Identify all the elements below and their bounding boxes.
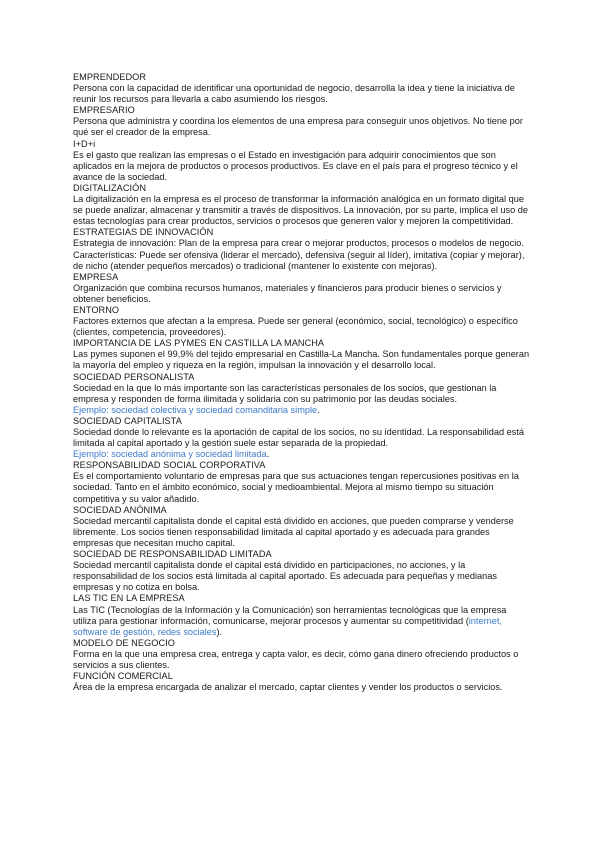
- entry-estrategias-innovacion: [73, 227, 531, 271]
- term-heading: RESPONSABILIDAD SOCIAL CORPORATIVA: [73, 460, 266, 471]
- definition-text: Las TIC (Tecnologías de la Información y la Comunicación) son herramientas tecnológicas que la empresa utiliza para gestionar información, comunicarse, mejorar procesos y aumentar su competitividad (: [73, 604, 507, 626]
- term-definition: Sociedad mercantil capitalista donde el capital está dividido en participaciones, no acciones, y la responsabilidad de los socios está limitada al capital aportado. Es adecuada para pequeñas y medianas empresas y no cotiza en bolsa.: [73, 560, 497, 593]
- term-heading: SOCIEDAD ANÓNIMA: [73, 504, 167, 515]
- term-definition: [73, 605, 531, 638]
- term-definition: Persona con la capacidad de identificar una oportunidad de negocio, desarrolla la idea y tiene la iniciativa de reunir los recursos para llevarla a cabo asumiendo los riesgos.: [73, 83, 515, 105]
- term-definition: Factores externos que afectan a la empresa. Puede ser general (económico, social, tecnológico) o específico (clientes, competencia, proveedores).: [73, 316, 518, 338]
- term-example: [73, 405, 531, 416]
- entry-modelo-negocio: [73, 638, 531, 671]
- term-heading: IMPORTANCIA DE LAS PYMES EN CASTILLA LA MANCHA: [73, 338, 325, 349]
- term-definition: Forma en la que una empresa crea, entrega y capta valor, es decir, cómo gana dinero ofreciendo productos o servicios a sus clientes.: [73, 648, 519, 670]
- example-link[interactable]: Ejemplo: sociedad anónima y sociedad limitada: [73, 449, 267, 460]
- document-page: [73, 72, 531, 693]
- entry-digitalizacion: [73, 183, 531, 227]
- term-heading: SOCIEDAD DE RESPONSABILIDAD LIMITADA: [73, 549, 272, 560]
- term-definition: Sociedad en la que lo más importante son las características personales de los socios, que gestionan la empresa y responden de forma ilimitada y solidaria con su patrimonio por las deudas sociales.: [73, 382, 497, 404]
- entry-empresario: [73, 105, 531, 138]
- inline-link[interactable]: internet, software de gestión, redes sociales: [73, 615, 502, 637]
- term-heading: SOCIEDAD PERSONALISTA: [73, 371, 195, 382]
- term-heading: ESTRATEGIAS DE INNOVACIÓN: [73, 227, 214, 238]
- example-suffix: .: [266, 449, 270, 460]
- term-heading: EMPRESA: [73, 271, 119, 282]
- term-heading: FUNCIÓN COMERCIAL: [73, 671, 173, 682]
- term-definition: La digitalización en la empresa es el proceso de transformar la información analógica en un formato digital que se puede analizar, almacenar y transmitir a través de dispositivos. La innovación, por su parte, implica el uso de estas tecnologías para crear productos, servicios o procesos que generen valor y mejoren la competitividad.: [73, 194, 529, 227]
- entry-sociedad-capitalista: [73, 416, 531, 460]
- entry-empresa: [73, 272, 531, 305]
- term-definition: Es el comportamiento voluntario de empresas para que sus actuaciones tengan repercusiones positivas en la sociedad. Tanto en el ámbito económico, social y medioambiental. Mejora al mismo tiempo su situación competitiva y su valor añadido.: [73, 471, 519, 504]
- term-heading: LAS TIC EN LA EMPRESA: [73, 593, 185, 604]
- entry-sociedad-personalista: [73, 372, 531, 416]
- term-definition: Las pymes suponen el 99,9% del tejido empresarial en Castilla-La Mancha. Son fundamentales porque generan la mayoría del empleo y riqueza en la región, impulsan la innovación y el desarrollo local.: [73, 349, 530, 371]
- entry-sociedad-anonima: [73, 505, 531, 549]
- entry-entorno: [73, 305, 531, 338]
- term-heading: MODELO DE NEGOCIO: [73, 637, 175, 648]
- term-definition: Sociedad donde lo relevante es la aportación de capital de los socios, no su identidad. La responsabilidad está limitada al capital aportado y la gestión suele estar separada de la propiedad.: [73, 427, 525, 449]
- entry-idi: [73, 139, 531, 183]
- entry-pymes: [73, 338, 531, 371]
- term-definition: Área de la empresa encargada de analizar el mercado, captar clientes y vender los productos o servicios.: [73, 682, 503, 693]
- term-definition: Persona que administra y coordina los elementos de una empresa para conseguir unos objetivos. No tiene por qué ser el creador de la empresa.: [73, 116, 523, 138]
- example-suffix: .: [317, 404, 320, 415]
- term-definition: Estrategia de innovación: Plan de la empresa para crear o mejorar productos, procesos o modelos de negocio.: [73, 238, 524, 249]
- term-heading: EMPRESARIO: [73, 105, 135, 116]
- entry-tic: [73, 593, 531, 637]
- term-definition: Organización que combina recursos humanos, materiales y financieros para producir bienes o servicios y obtener beneficios.: [73, 282, 502, 304]
- definition-end: ).: [216, 626, 223, 637]
- term-example: [73, 449, 531, 460]
- entry-emprendedor: [73, 72, 531, 105]
- term-heading: EMPRENDEDOR: [73, 72, 147, 82]
- entry-rsc: [73, 460, 531, 504]
- term-definition: Es el gasto que realizan las empresas o el Estado en investigación para adquirir conocimientos que son aplicados en la mejora de productos o procesos productivos. Es clave en el país para el progreso técnico y el avance de la sociedad.: [73, 149, 518, 182]
- term-heading: ENTORNO: [73, 304, 120, 315]
- term-heading: I+D+i: [73, 138, 96, 149]
- example-link[interactable]: Ejemplo: sociedad colectiva y sociedad comanditaria simple: [73, 404, 318, 415]
- entry-sociedad-limitada: [73, 549, 531, 593]
- term-definition: Sociedad mercantil capitalista donde el capital está dividido en acciones, que pueden comprarse y venderse libremente. Los socios tienen responsabilidad limitada al capital aportado y es adecuada para grandes empresas que necesitan mucho capital.: [73, 515, 514, 548]
- term-heading: SOCIEDAD CAPITALISTA: [73, 415, 182, 426]
- term-heading: DIGITALIZACIÓN: [73, 182, 147, 193]
- term-definition-secondary: Características: Puede ser ofensiva (liderar el mercado), defensiva (seguir al líder), imitativa (copiar y mejorar), de nicho (atender pequeños mercados) o tradicional (mantener lo existente con mejoras).: [73, 249, 525, 271]
- entry-funcion-comercial: [73, 671, 531, 693]
